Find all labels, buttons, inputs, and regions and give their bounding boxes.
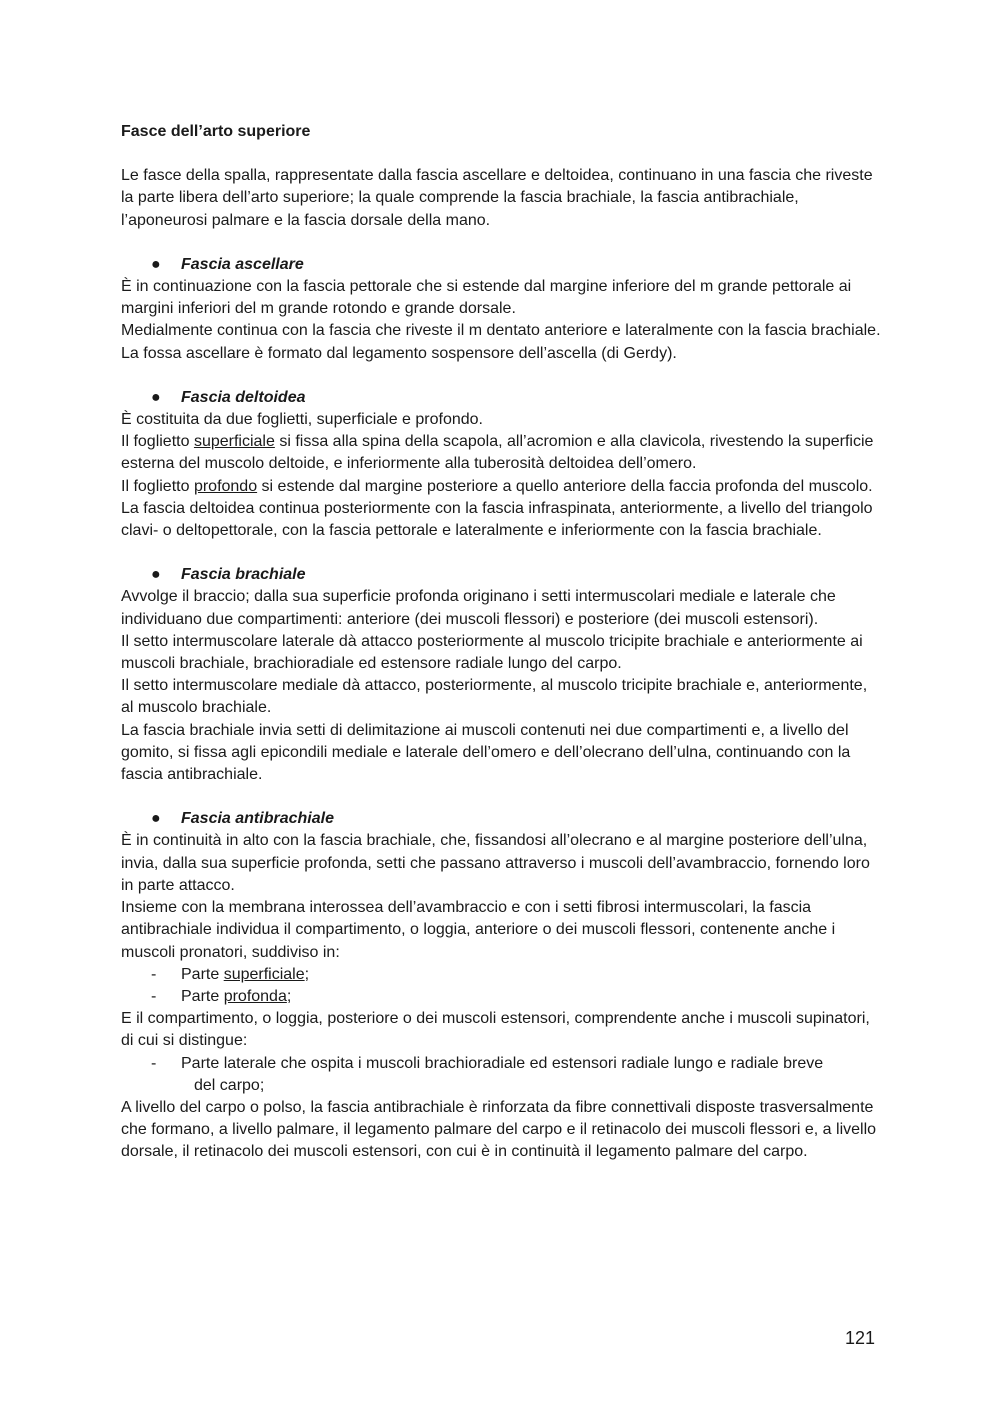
intro-paragraph: Le fasce della spalla, rappresentate dalla fascia ascellare e deltoidea, continuano in una fascia che riveste la parte libera dell’arto superiore; la quale comprende la fascia brachiale, la fascia antibrachiale, l’aponeurosi palmare e la fascia dorsale della mano. xyxy=(121,167,873,229)
paragraph: Insieme con la membrana interossea dell’avambraccio e con i setti fibrosi intermuscolari, la fascia antibrachiale individua il compartimento, o loggia, anteriore o dei muscoli flessori, contenente anche i muscoli pronatori, suddiviso in: xyxy=(121,899,836,961)
section-heading-text: Fascia antibrachiale xyxy=(181,810,334,828)
section-heading-antibrachiale xyxy=(121,808,881,830)
document-page xyxy=(121,121,881,1164)
paragraph: È in continuità in alto con la fascia brachiale, che, fissandosi all’olecrano e al margine posteriore dell’ulna, invia, dalla sua superficie profonda, setti che passano attraverso i muscoli dell’avambraccio, fornendo loro in parte attacco. xyxy=(121,832,870,894)
bullet-icon: ● xyxy=(151,255,161,273)
section-heading-text: Fascia deltoidea xyxy=(181,388,306,406)
list-item: - Parte profonda; xyxy=(121,986,881,1008)
list-item: - Parte laterale che ospita i muscoli brachioradiale ed estensori radiale lungo e radiale breve del carpo; xyxy=(151,1054,824,1094)
section-heading-text: Fascia ascellare xyxy=(181,255,304,273)
section-heading-brachiale xyxy=(121,564,881,586)
paragraph: Il foglietto superficiale si fissa alla spina della scapola, all’acromion e alla clavicola, rivestendo la superficie esterna del muscolo deltoide, e inferiormente alla tuberosità deltoidea dell’omero. xyxy=(121,433,874,473)
section-heading-text: Fascia brachiale xyxy=(181,566,306,584)
section-heading-deltoidea xyxy=(121,387,881,409)
bullet-icon: ● xyxy=(151,388,161,406)
paragraph: A livello del carpo o polso, la fascia antibrachiale è rinforzata da fibre connettivali disposte trasversalmente che formano, a livello palmare, il legamento palmare del carpo e il retinacolo dei muscoli flessori e, a livello dorsale, il retinacolo dei muscoli estensori, con cui è in continuità il legamento palmare del carpo. xyxy=(121,1098,877,1161)
list-item: - Parte superficiale; xyxy=(121,964,881,986)
underlined-term: superficiale xyxy=(193,433,275,451)
paragraph: Il setto intermuscolare mediale dà attacco, posteriormente, al muscolo tricipite brachiale e, anteriormente, al muscolo brachiale. xyxy=(121,677,868,717)
paragraph: La fascia brachiale invia setti di delimitazione ai muscoli contenuti nei due compartimenti e, a livello del gomito, si fissa agli epicondili mediale e laterale dell’omero e dell’olecrano dell’ulna, continuando con la fascia antibrachiale. xyxy=(121,721,851,784)
underlined-term: profondo xyxy=(193,477,258,495)
underlined-term: superficiale xyxy=(223,965,305,983)
paragraph: E il compartimento, o loggia, posteriore o dei muscoli estensori, comprendente anche i muscoli supinatori, di cui si distingue: xyxy=(121,1010,870,1050)
paragraph: Avvolge il braccio; dalla sua superficie profonda originano i setti intermuscolari mediale e laterale che individuano due compartimenti: anteriore (dei muscoli flessori) e posteriore (dei muscoli estensori). xyxy=(121,588,836,628)
bullet-icon: ● xyxy=(151,566,161,584)
paragraph: La fossa ascellare è formato dal legamento sospensore dell’ascella (di Gerdy). xyxy=(121,344,677,362)
section-heading-ascellare xyxy=(121,254,881,276)
paragraph: È in continuazione con la fascia pettorale che si estende dal margine inferiore del m grande pettorale ai margini inferiori del m grande rotondo e grande dorsale. xyxy=(121,278,852,318)
paragraph: È costituita da due foglietti, superficiale e profondo. xyxy=(121,411,483,429)
paragraph: La fascia deltoidea continua posteriormente con la fascia infraspinata, anteriormente, a livello del triangolo clavi- o deltopettorale, con la fascia pettorale e lateralmente e inferiormente con la fascia brachiale. xyxy=(121,499,873,540)
paragraph: Il foglietto profondo si estende dal margine posteriore a quello anteriore della faccia profonda del muscolo. xyxy=(121,477,873,495)
bullet-icon: ● xyxy=(151,810,161,828)
paragraph: Il setto intermuscolare laterale dà attacco posteriormente al muscolo tricipite brachiale e anteriormente ai muscoli brachiale, brachioradiale ed estensore radiale lungo del carpo. xyxy=(121,632,863,673)
dash-marker: - xyxy=(151,965,157,983)
paragraph: Medialmente continua con la fascia che riveste il m dentato anteriore e lateralmente con la fascia brachiale. xyxy=(121,322,881,340)
underlined-term: profonda xyxy=(223,987,287,1005)
dash-marker: - xyxy=(151,1054,157,1072)
page-title: Fasce dell’arto superiore xyxy=(121,123,311,140)
dash-marker: - xyxy=(151,987,157,1005)
page-number: 121 xyxy=(845,1328,876,1348)
